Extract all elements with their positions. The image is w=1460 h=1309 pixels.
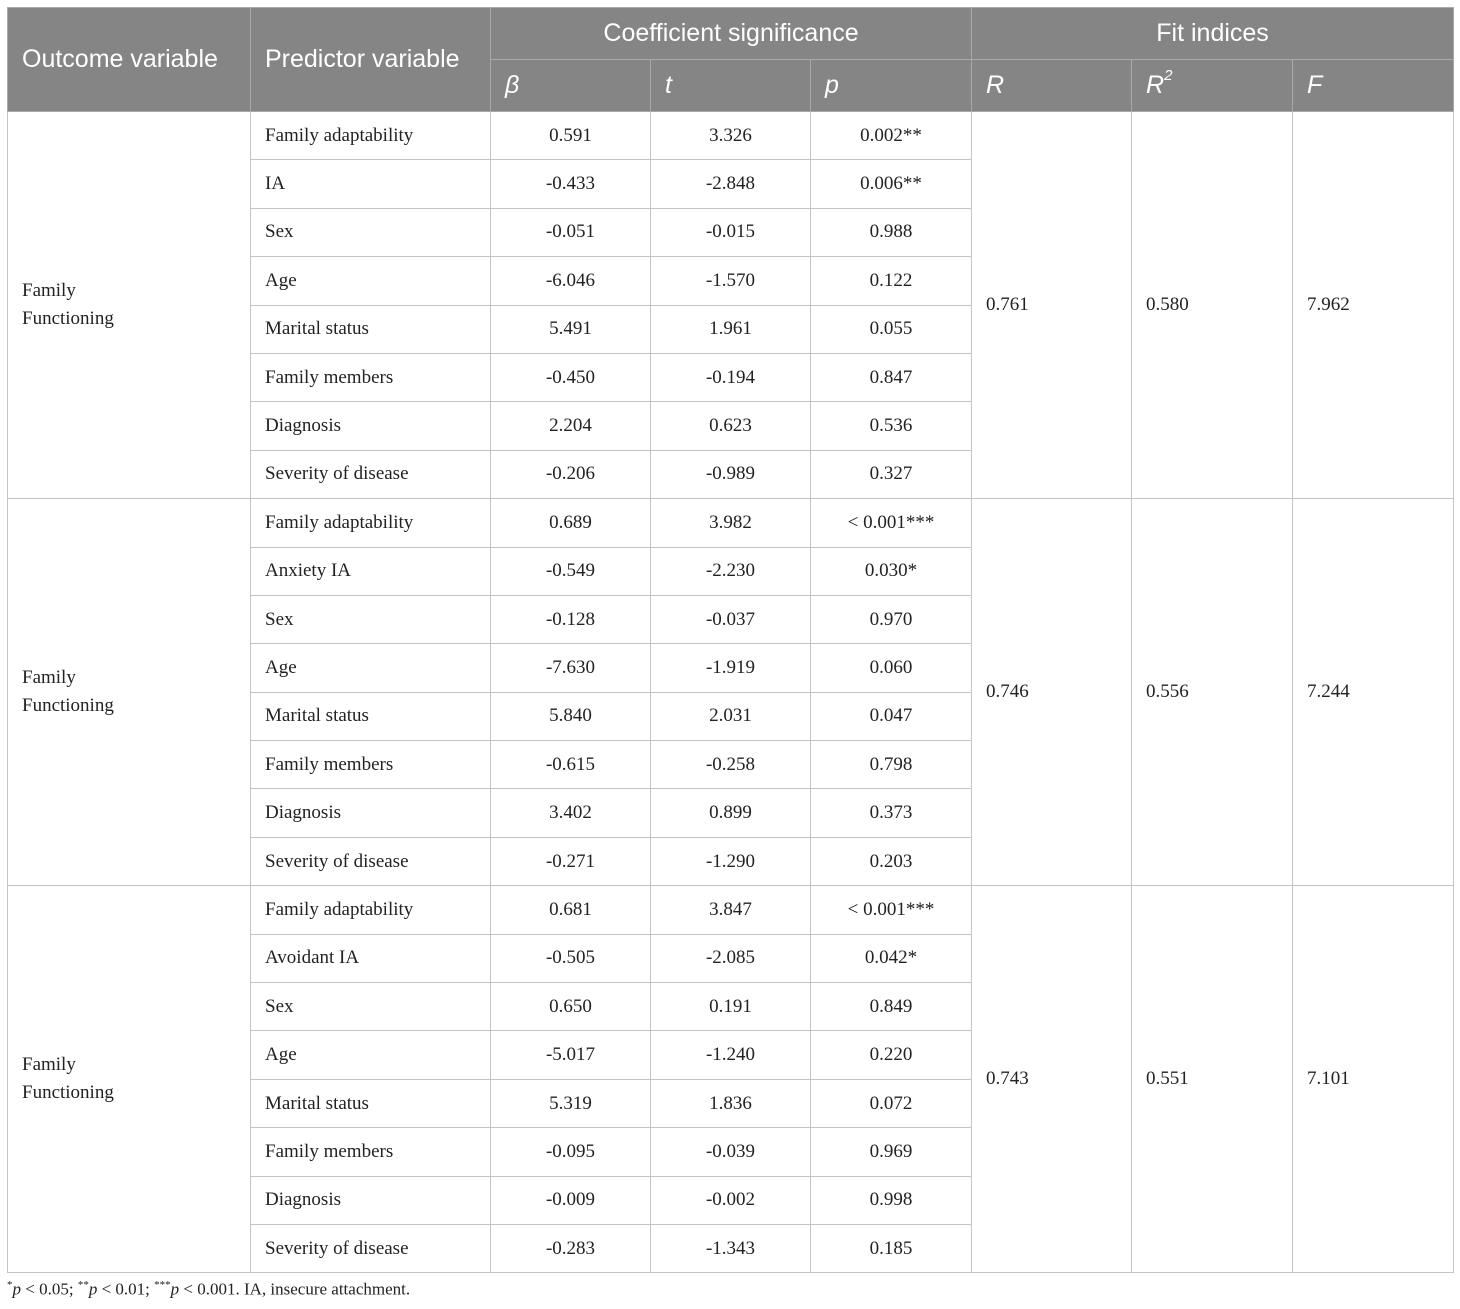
t-cell: -1.919: [651, 644, 811, 692]
header-r-squared: $R^2$: [1132, 60, 1293, 112]
outcome-cell: [8, 112, 251, 499]
beta-cell: 5.491: [491, 305, 651, 353]
beta-cell: 0.591: [491, 112, 651, 160]
p-cell: 0.042*: [811, 934, 972, 982]
p-cell: 0.047: [811, 692, 972, 740]
table-row: [8, 112, 1454, 160]
outcome-label-line: Functioning: [22, 1082, 114, 1104]
beta-cell: 5.319: [491, 1079, 651, 1127]
predictor-cell: Sex: [251, 595, 491, 643]
p-cell: 0.373: [811, 789, 972, 837]
r-squared-cell: 0.580: [1132, 112, 1293, 499]
header-t: t: [651, 60, 811, 112]
t-cell: -1.240: [651, 1031, 811, 1079]
p-cell: 0.185: [811, 1224, 972, 1272]
t-cell: 3.982: [651, 499, 811, 547]
t-cell: 1.836: [651, 1079, 811, 1127]
predictor-cell: Family adaptability: [251, 112, 491, 160]
t-cell: -1.343: [651, 1224, 811, 1272]
t-cell: -0.015: [651, 208, 811, 256]
predictor-cell: Sex: [251, 208, 491, 256]
p-cell: 0.969: [811, 1128, 972, 1176]
t-cell: 2.031: [651, 692, 811, 740]
outcome-label-line: Family: [22, 1054, 76, 1076]
header-predictor: Predictor variable: [251, 8, 491, 112]
header-fit-indices: Fit indices: [972, 8, 1454, 60]
t-cell: -0.989: [651, 450, 811, 498]
f-cell: 7.244: [1293, 499, 1454, 886]
p-cell: 0.006**: [811, 160, 972, 208]
predictor-cell: Marital status: [251, 305, 491, 353]
t-cell: -0.194: [651, 353, 811, 401]
r-cell: 0.743: [972, 886, 1132, 1273]
header-r: R: [972, 60, 1132, 112]
outcome-label-line: Functioning: [22, 695, 114, 717]
beta-cell: 0.689: [491, 499, 651, 547]
t-cell: -1.570: [651, 257, 811, 305]
outcome-label-line: Functioning: [22, 308, 114, 330]
outcome-cell: [8, 499, 251, 886]
t-cell: -0.258: [651, 741, 811, 789]
r-squared-cell: 0.551: [1132, 886, 1293, 1273]
header-outcome: Outcome variable: [8, 8, 251, 112]
beta-cell: -0.505: [491, 934, 651, 982]
beta-cell: -0.206: [491, 450, 651, 498]
outcome-label-line: Family: [22, 667, 76, 689]
beta-cell: -5.017: [491, 1031, 651, 1079]
outcome-label-line: Family: [22, 280, 76, 302]
t-cell: 3.326: [651, 112, 811, 160]
p-cell: 0.060: [811, 644, 972, 692]
predictor-cell: Family adaptability: [251, 886, 491, 934]
r-cell: 0.746: [972, 499, 1132, 886]
f-cell: 7.962: [1293, 112, 1454, 499]
header-coefficient-significance: Coefficient significance: [491, 8, 972, 60]
t-cell: -0.002: [651, 1176, 811, 1224]
predictor-cell: Age: [251, 1031, 491, 1079]
predictor-cell: Diagnosis: [251, 1176, 491, 1224]
p-cell: 0.536: [811, 402, 972, 450]
table-row: [8, 886, 1454, 934]
beta-cell: -7.630: [491, 644, 651, 692]
predictor-cell: Marital status: [251, 1079, 491, 1127]
p-cell: 0.055: [811, 305, 972, 353]
predictor-cell: IA: [251, 160, 491, 208]
predictor-cell: Marital status: [251, 692, 491, 740]
predictor-cell: Anxiety IA: [251, 547, 491, 595]
beta-cell: -0.095: [491, 1128, 651, 1176]
p-cell: 0.203: [811, 837, 972, 885]
header-beta: β: [491, 60, 651, 112]
beta-cell: 3.402: [491, 789, 651, 837]
predictor-cell: Diagnosis: [251, 789, 491, 837]
beta-cell: -0.128: [491, 595, 651, 643]
p-cell: 0.970: [811, 595, 972, 643]
p-cell: 0.849: [811, 983, 972, 1031]
predictor-cell: Severity of disease: [251, 1224, 491, 1272]
t-cell: -2.230: [651, 547, 811, 595]
p-cell: 0.998: [811, 1176, 972, 1224]
header-p: p: [811, 60, 972, 112]
beta-cell: -0.615: [491, 741, 651, 789]
predictor-cell: Diagnosis: [251, 402, 491, 450]
beta-cell: 5.840: [491, 692, 651, 740]
r-squared-cell: 0.556: [1132, 499, 1293, 886]
t-cell: -0.039: [651, 1128, 811, 1176]
predictor-cell: Avoidant IA: [251, 934, 491, 982]
t-cell: -0.037: [651, 595, 811, 643]
predictor-cell: Age: [251, 644, 491, 692]
p-cell: 0.122: [811, 257, 972, 305]
beta-cell: 0.650: [491, 983, 651, 1031]
predictor-cell: Sex: [251, 983, 491, 1031]
f-cell: 7.101: [1293, 886, 1454, 1273]
predictor-cell: Severity of disease: [251, 450, 491, 498]
regression-table: [7, 7, 1454, 1273]
predictor-cell: Family adaptability: [251, 499, 491, 547]
predictor-cell: Family members: [251, 741, 491, 789]
t-cell: -2.848: [651, 160, 811, 208]
predictor-cell: Severity of disease: [251, 837, 491, 885]
beta-cell: -0.450: [491, 353, 651, 401]
beta-cell: -0.009: [491, 1176, 651, 1224]
outcome-cell: [8, 886, 251, 1273]
table-footnote: *p < 0.05; **p < 0.01; ***p < 0.001. IA, insecure attachment.: [7, 1279, 411, 1299]
p-cell: 0.220: [811, 1031, 972, 1079]
t-cell: 3.847: [651, 886, 811, 934]
r-cell: 0.761: [972, 112, 1132, 499]
p-cell: 0.002**: [811, 112, 972, 160]
p-cell: 0.988: [811, 208, 972, 256]
p-cell: 0.327: [811, 450, 972, 498]
t-cell: -2.085: [651, 934, 811, 982]
beta-cell: 2.204: [491, 402, 651, 450]
beta-cell: -0.051: [491, 208, 651, 256]
predictor-cell: Family members: [251, 353, 491, 401]
t-cell: -1.290: [651, 837, 811, 885]
beta-cell: -0.433: [491, 160, 651, 208]
t-cell: 0.191: [651, 983, 811, 1031]
beta-cell: -0.549: [491, 547, 651, 595]
p-cell: 0.798: [811, 741, 972, 789]
table-row: [8, 499, 1454, 547]
t-cell: 0.899: [651, 789, 811, 837]
beta-cell: -0.283: [491, 1224, 651, 1272]
p-cell: 0.847: [811, 353, 972, 401]
t-cell: 0.623: [651, 402, 811, 450]
beta-cell: 0.681: [491, 886, 651, 934]
header-f: F: [1293, 60, 1454, 112]
beta-cell: -6.046: [491, 257, 651, 305]
p-cell: 0.072: [811, 1079, 972, 1127]
t-cell: 1.961: [651, 305, 811, 353]
beta-cell: -0.271: [491, 837, 651, 885]
predictor-cell: Age: [251, 257, 491, 305]
p-cell: < 0.001***: [811, 499, 972, 547]
table-body: [8, 112, 1454, 1273]
p-cell: < 0.001***: [811, 886, 972, 934]
p-cell: 0.030*: [811, 547, 972, 595]
predictor-cell: Family members: [251, 1128, 491, 1176]
table-header: [8, 8, 1454, 112]
